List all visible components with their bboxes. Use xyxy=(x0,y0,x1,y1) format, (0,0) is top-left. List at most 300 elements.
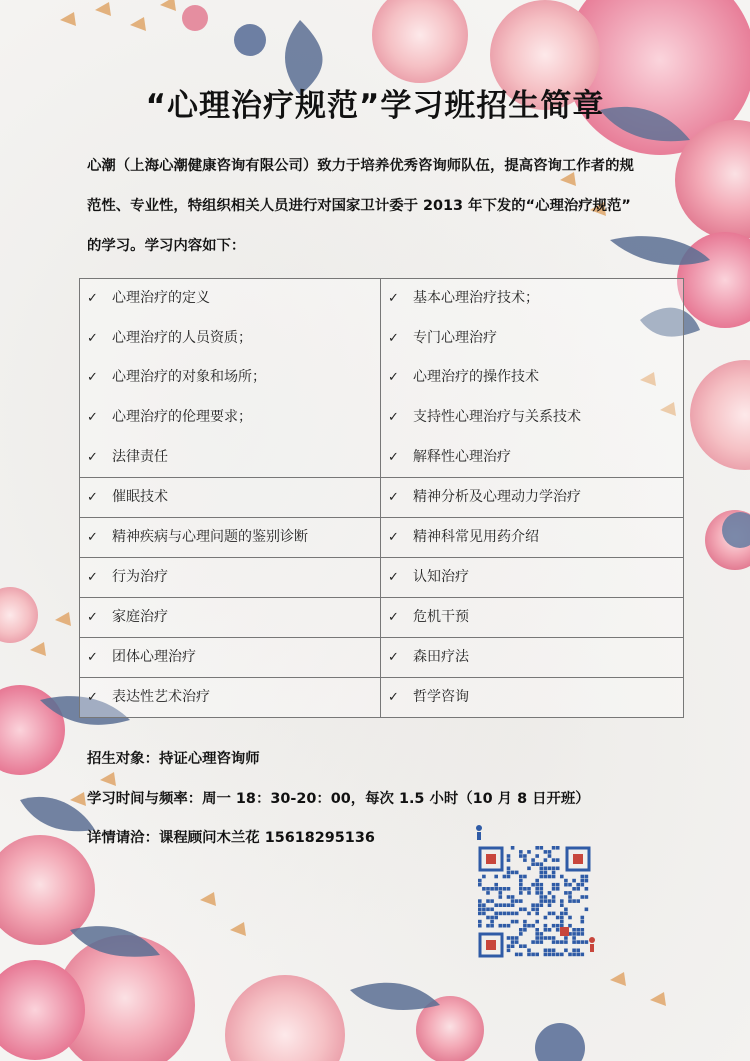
qr-module xyxy=(511,899,515,903)
qr-module xyxy=(478,899,482,903)
qr-module xyxy=(511,944,515,948)
qr-module xyxy=(548,867,552,871)
qr-module xyxy=(540,887,544,891)
check-icon: ✓ xyxy=(87,410,98,426)
qr-module xyxy=(556,940,560,944)
qr-module xyxy=(527,891,531,895)
qr-module xyxy=(552,871,556,875)
qr-module xyxy=(556,867,560,871)
qr-module xyxy=(482,908,486,912)
qr-module xyxy=(572,928,576,932)
qr-module xyxy=(581,879,585,883)
list-item: ✓ 心理治疗的操作技术 xyxy=(381,358,683,398)
qr-module xyxy=(511,920,515,924)
qr-module xyxy=(552,940,556,944)
qr-module xyxy=(552,899,556,903)
qr-module xyxy=(560,916,564,920)
qr-module xyxy=(540,932,544,936)
contact-info[interactable]: 详情请洽：课程顾问木兰花 15618295136 xyxy=(87,830,375,846)
qr-module xyxy=(585,940,589,944)
qr-code[interactable] xyxy=(472,822,597,962)
qr-module xyxy=(507,903,511,907)
qr-module xyxy=(531,940,535,944)
table-cell-right-group xyxy=(381,279,684,478)
qr-module xyxy=(486,899,490,903)
qr-module xyxy=(540,895,544,899)
qr-module xyxy=(515,912,519,916)
qr-module xyxy=(556,883,560,887)
qr-module xyxy=(572,899,576,903)
qr-module xyxy=(519,891,523,895)
check-icon: ✓ xyxy=(388,610,399,626)
qr-module xyxy=(503,887,507,891)
qr-module xyxy=(581,895,585,899)
qr-module xyxy=(511,895,515,899)
qr-module xyxy=(564,912,568,916)
qr-module xyxy=(511,912,515,916)
check-icon: ✓ xyxy=(388,370,399,386)
check-icon: ✓ xyxy=(87,650,98,666)
qr-module xyxy=(519,875,523,879)
qr-module xyxy=(486,916,490,920)
qr-module xyxy=(540,883,544,887)
qr-module xyxy=(507,871,511,875)
qr-module xyxy=(531,903,535,907)
qr-module xyxy=(548,899,552,903)
rose-left-1 xyxy=(0,587,38,643)
table-row xyxy=(80,638,684,678)
qr-module xyxy=(585,879,589,883)
qr-module xyxy=(560,875,564,879)
qr-module xyxy=(568,916,572,920)
qr-module xyxy=(548,875,552,879)
qr-module xyxy=(548,891,552,895)
qr-module xyxy=(548,850,552,854)
qr-module xyxy=(572,940,576,944)
qr-module xyxy=(503,903,507,907)
qr-module xyxy=(544,875,548,879)
qr-module xyxy=(535,879,539,883)
qr-module xyxy=(572,887,576,891)
qr-module xyxy=(494,883,498,887)
qr-module xyxy=(560,920,564,924)
check-icon: ✓ xyxy=(87,610,98,626)
qr-module xyxy=(535,891,539,895)
qr-module xyxy=(544,899,548,903)
qr-module xyxy=(523,928,527,932)
qr-module xyxy=(535,912,539,916)
qr-module xyxy=(556,924,560,928)
qr-module xyxy=(560,899,564,903)
qr-module xyxy=(499,895,503,899)
enrollment-target: 招生对象：持证心理咨询师 xyxy=(87,751,260,767)
qr-module xyxy=(507,895,511,899)
rose-bottom-2 xyxy=(225,975,345,1061)
qr-module xyxy=(548,936,552,940)
qr-module xyxy=(507,912,511,916)
qr-module xyxy=(486,891,490,895)
qr-module xyxy=(494,875,498,879)
qr-module xyxy=(576,949,580,953)
qr-module xyxy=(499,924,503,928)
qr-module xyxy=(572,953,576,957)
qr-module xyxy=(535,953,539,957)
qr-module xyxy=(494,903,498,907)
qr-module xyxy=(552,895,556,899)
qr-module xyxy=(527,850,531,854)
qr-module xyxy=(535,920,539,924)
qr-module xyxy=(478,908,482,912)
qr-module xyxy=(585,895,589,899)
table-cell: ✓ 认知治疗 xyxy=(381,558,684,598)
check-icon: ✓ xyxy=(388,690,399,706)
bud-bottom xyxy=(535,1023,585,1061)
table-row xyxy=(80,558,684,598)
qr-module xyxy=(544,850,548,854)
qr-module xyxy=(581,875,585,879)
check-icon: ✓ xyxy=(388,490,399,506)
qr-module xyxy=(503,875,507,879)
qr-module xyxy=(490,920,494,924)
check-icon: ✓ xyxy=(87,490,98,506)
qr-module xyxy=(568,924,572,928)
qr-module xyxy=(576,928,580,932)
qr-module xyxy=(519,944,523,948)
qr-module xyxy=(519,883,523,887)
table-cell: ✓ 团体心理治疗 xyxy=(80,638,381,678)
qr-module xyxy=(585,908,589,912)
table-row xyxy=(80,478,684,518)
qr-module xyxy=(568,891,572,895)
qr-module xyxy=(507,936,511,940)
qr-module xyxy=(581,916,585,920)
qr-module xyxy=(556,846,560,850)
qr-module xyxy=(552,887,556,891)
qr-module xyxy=(478,883,482,887)
qr-module xyxy=(515,920,519,924)
qr-module xyxy=(515,871,519,875)
qr-module xyxy=(486,887,490,891)
qr-module xyxy=(515,953,519,957)
qr-module xyxy=(523,854,527,858)
table-row xyxy=(80,518,684,558)
table-row xyxy=(80,678,684,718)
qr-module xyxy=(523,875,527,879)
qr-module xyxy=(519,908,523,912)
qr-module xyxy=(507,944,511,948)
qr-module xyxy=(548,928,552,932)
qr-module xyxy=(544,916,548,920)
qr-module xyxy=(540,936,544,940)
qr-module xyxy=(511,903,515,907)
course-content-table xyxy=(79,278,684,718)
qr-module xyxy=(544,867,548,871)
list-item: ✓ 基本心理治疗技术； xyxy=(381,279,683,319)
table-cell: ✓ 催眠技术 xyxy=(80,478,381,518)
table-cell-left-group xyxy=(80,279,381,478)
qr-module xyxy=(519,899,523,903)
qr-module xyxy=(564,879,568,883)
qr-module xyxy=(535,928,539,932)
qr-module xyxy=(535,908,539,912)
list-item: ✓ 支持性心理治疗与关系技术 xyxy=(381,398,683,438)
qr-module xyxy=(540,862,544,866)
qr-module xyxy=(568,883,572,887)
qr-module xyxy=(552,912,556,916)
qr-module xyxy=(556,916,560,920)
intro-paragraph xyxy=(87,146,672,266)
table-row xyxy=(80,598,684,638)
qr-module xyxy=(560,903,564,907)
qr-module xyxy=(511,936,515,940)
table-cell: ✓ 精神疾病与心理问题的鉴别诊断 xyxy=(80,518,381,558)
qr-module xyxy=(519,850,523,854)
qr-module xyxy=(568,953,572,957)
qr-module xyxy=(568,895,572,899)
qr-module xyxy=(576,932,580,936)
table-cell: ✓ 家庭治疗 xyxy=(80,598,381,638)
qr-module xyxy=(507,867,511,871)
rose-top-2 xyxy=(372,0,468,83)
qr-module xyxy=(548,912,552,916)
check-icon: ✓ xyxy=(388,410,399,426)
qr-module xyxy=(572,936,576,940)
qr-module xyxy=(535,887,539,891)
qr-module xyxy=(540,899,544,903)
qr-module xyxy=(540,846,544,850)
table-cell: ✓ 精神分析及心理动力学治疗 xyxy=(381,478,684,518)
qr-module xyxy=(482,887,486,891)
qr-module xyxy=(581,920,585,924)
qr-module xyxy=(556,887,560,891)
check-icon: ✓ xyxy=(87,370,98,386)
qr-module xyxy=(560,924,564,928)
qr-module xyxy=(560,953,564,957)
qr-module xyxy=(564,936,568,940)
qr-module xyxy=(581,928,585,932)
qr-module xyxy=(552,949,556,953)
check-icon: ✓ xyxy=(87,449,98,465)
qr-module xyxy=(540,940,544,944)
qr-module xyxy=(544,871,548,875)
check-icon: ✓ xyxy=(388,330,399,346)
qr-module xyxy=(556,928,560,932)
qr-module xyxy=(548,854,552,858)
list-item: ✓ 心理治疗的对象和场所； xyxy=(80,358,380,398)
qr-module xyxy=(507,854,511,858)
qr-module xyxy=(507,858,511,862)
qr-module xyxy=(531,858,535,862)
table-cell: ✓ 表达性艺术治疗 xyxy=(80,678,381,718)
qr-module xyxy=(564,949,568,953)
qr-module xyxy=(486,908,490,912)
qr-module xyxy=(576,940,580,944)
qr-module xyxy=(564,883,568,887)
qr-module xyxy=(576,899,580,903)
qr-module xyxy=(507,924,511,928)
qr-module xyxy=(556,953,560,957)
qr-module xyxy=(581,940,585,944)
qr-module xyxy=(544,895,548,899)
qr-module xyxy=(540,891,544,895)
qr-module xyxy=(478,924,482,928)
qr-module xyxy=(544,924,548,928)
qr-module xyxy=(540,867,544,871)
schedule-info: 学习时间与频率：周一 18：30-20：00，每次 1.5 小时（10 月 8 日开班） xyxy=(87,791,590,807)
table-cell: ✓ 精神科常见用药介绍 xyxy=(381,518,684,558)
qr-module xyxy=(585,875,589,879)
qr-module xyxy=(552,883,556,887)
check-icon: ✓ xyxy=(87,690,98,706)
qr-module xyxy=(548,949,552,953)
qr-module xyxy=(552,953,556,957)
qr-module xyxy=(535,883,539,887)
qr-module xyxy=(560,912,564,916)
qr-module xyxy=(552,867,556,871)
qr-module xyxy=(519,854,523,858)
qr-module xyxy=(519,932,523,936)
qr-module xyxy=(535,903,539,907)
qr-module xyxy=(523,944,527,948)
qr-module xyxy=(527,867,531,871)
qr-module xyxy=(560,940,564,944)
qr-module xyxy=(531,924,535,928)
bud-top-2 xyxy=(182,5,208,31)
qr-module xyxy=(572,879,576,883)
list-item: ✓ 心理治疗的定义 xyxy=(80,279,380,319)
qr-module xyxy=(507,949,511,953)
qr-module xyxy=(494,916,498,920)
check-icon: ✓ xyxy=(388,570,399,586)
qr-module xyxy=(515,940,519,944)
qr-module xyxy=(568,899,572,903)
qr-module xyxy=(527,949,531,953)
qr-module xyxy=(564,891,568,895)
intro-line: 范性、专业性，特组织相关人员进行对国家卫计委于 2013 年下发的“心理治疗规范” xyxy=(87,198,631,214)
qr-module xyxy=(531,908,535,912)
qr-module xyxy=(523,908,527,912)
qr-module xyxy=(499,891,503,895)
qr-module xyxy=(535,854,539,858)
qr-module xyxy=(523,920,527,924)
qr-module xyxy=(581,932,585,936)
qr-module xyxy=(544,928,548,932)
qr-module xyxy=(581,953,585,957)
table-cell: ✓ 哲学咨询 xyxy=(381,678,684,718)
qr-module xyxy=(519,887,523,891)
qr-module xyxy=(540,903,544,907)
qr-module xyxy=(535,862,539,866)
qr-module xyxy=(519,879,523,883)
qr-module xyxy=(486,924,490,928)
qr-module xyxy=(544,858,548,862)
qr-module xyxy=(519,953,523,957)
qr-module xyxy=(507,887,511,891)
qr-module xyxy=(523,887,527,891)
qr-module xyxy=(490,899,494,903)
qr-module xyxy=(494,887,498,891)
qr-module xyxy=(490,916,494,920)
check-icon: ✓ xyxy=(388,449,399,465)
intro-line: 心潮（上海心潮健康咨询有限公司）致力于培养优秀咨询师队伍，提高咨询工作者的规 xyxy=(87,158,634,174)
qr-module xyxy=(572,932,576,936)
qr-module xyxy=(527,924,531,928)
check-icon: ✓ xyxy=(388,530,399,546)
qr-module xyxy=(482,903,486,907)
qr-module xyxy=(572,949,576,953)
qr-module xyxy=(548,953,552,957)
qr-module xyxy=(503,924,507,928)
table-row xyxy=(80,279,684,478)
qr-module xyxy=(490,887,494,891)
list-item: ✓ 法律责任 xyxy=(80,438,380,478)
check-icon: ✓ xyxy=(87,291,98,306)
qr-module xyxy=(478,912,482,916)
qr-module xyxy=(535,940,539,944)
qr-module xyxy=(523,858,527,862)
check-icon: ✓ xyxy=(87,570,98,586)
qr-module xyxy=(552,846,556,850)
check-icon: ✓ xyxy=(87,530,98,546)
qr-module xyxy=(478,879,482,883)
qr-module xyxy=(548,903,552,907)
check-icon: ✓ xyxy=(87,330,98,346)
qr-module xyxy=(503,912,507,916)
qr-module xyxy=(523,924,527,928)
qr-module xyxy=(581,883,585,887)
qr-module xyxy=(556,858,560,862)
qr-module xyxy=(544,936,548,940)
qr-module xyxy=(515,899,519,903)
qr-module xyxy=(531,883,535,887)
list-item: ✓ 心理治疗的伦理要求； xyxy=(80,398,380,438)
qr-module xyxy=(552,875,556,879)
qr-module xyxy=(478,903,482,907)
qr-module xyxy=(552,858,556,862)
qr-module xyxy=(511,871,515,875)
qr-module xyxy=(527,953,531,957)
qr-module xyxy=(499,887,503,891)
page-title: “心理治疗规范”学习班招生简章 xyxy=(145,88,605,124)
qr-module xyxy=(531,953,535,957)
qr-module xyxy=(482,912,486,916)
qr-module xyxy=(499,912,503,916)
qr-module xyxy=(482,875,486,879)
qr-module xyxy=(478,920,482,924)
list-item: ✓ 解释性心理治疗 xyxy=(381,438,683,478)
qr-module xyxy=(511,846,515,850)
qr-module xyxy=(564,908,568,912)
qr-module xyxy=(576,887,580,891)
qr-module xyxy=(527,887,531,891)
qr-module xyxy=(490,924,494,928)
table-cell: ✓ 行为治疗 xyxy=(80,558,381,598)
qr-module xyxy=(527,912,531,916)
qr-module xyxy=(585,887,589,891)
qr-module xyxy=(564,940,568,944)
qr-module xyxy=(544,953,548,957)
qr-module xyxy=(519,928,523,932)
qr-module xyxy=(535,846,539,850)
rose-right-2 xyxy=(690,360,750,470)
qr-module xyxy=(499,903,503,907)
qr-module xyxy=(540,871,544,875)
qr-module xyxy=(494,912,498,916)
check-icon: ✓ xyxy=(388,291,399,306)
intro-line: 的学习。学习内容如下： xyxy=(87,238,246,254)
qr-module xyxy=(544,949,548,953)
qr-module xyxy=(507,875,511,879)
